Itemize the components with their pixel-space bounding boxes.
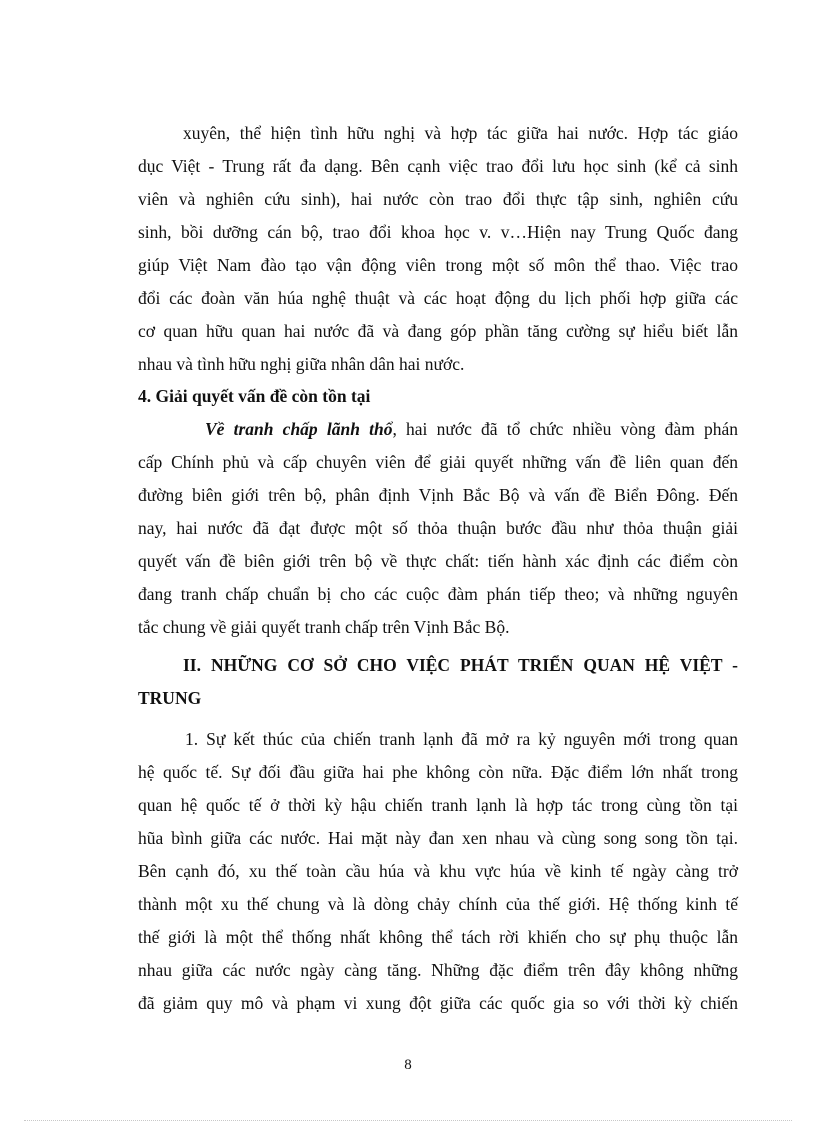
paragraph-line: xuyên, thể hiện tình hữu nghị và hợp tác giữa hai nước. Hợp tác giáo bbox=[183, 123, 738, 143]
paragraph-line: dục Việt - Trung rất đa dạng. Bên cạnh việc trao đổi lưu học sinh (kể cả sinh bbox=[138, 156, 738, 176]
page-number: 8 bbox=[404, 1057, 412, 1073]
paragraph-line: tắc chung về giải quyết tranh chấp trên Vịnh Bắc Bộ. bbox=[138, 617, 510, 637]
footer-divider bbox=[24, 1120, 792, 1121]
paragraph-first-line bbox=[205, 418, 738, 440]
paragraph-line: đường biên giới trên bộ, phân định Vịnh Bắc Bộ và vấn đề Biển Đông. Đến bbox=[138, 485, 738, 505]
paragraph-line: quyết vấn đề biên giới trên bộ về thực chất: tiến hành xác định các điểm còn bbox=[138, 551, 738, 571]
section-ii-heading-line-1: II. NHỮNG CƠ SỞ CHO VIỆC PHÁT TRIỂN QUAN HỆ VIỆT - bbox=[183, 655, 738, 675]
paragraph-line: cơ quan hữu quan hai nước đã và đang góp phần tăng cường sự hiểu biết lẫn bbox=[138, 321, 738, 341]
paragraph-line: quan hệ quốc tế ở thời kỳ hậu chiến tranh lạnh là hợp tác trong cùng tồn tại bbox=[138, 795, 738, 815]
paragraph-line: Bên cạnh đó, xu thế toàn cầu húa và khu vực húa về kinh tế ngày càng trở bbox=[138, 861, 738, 881]
paragraph-line: đổi các đoàn văn húa nghệ thuật và các hoạt động du lịch phối hợp giữa các bbox=[138, 288, 738, 308]
section-ii-heading-line-2: TRUNG bbox=[138, 688, 202, 708]
paragraph-line: cấp Chính phủ và cấp chuyên viên để giải quyết những vấn đề liên quan đến bbox=[138, 452, 738, 472]
paragraph-line: 1. Sự kết thúc của chiến tranh lạnh đã mở ra kỷ nguyên mới trong quan bbox=[185, 729, 738, 749]
paragraph-line: đã giảm quy mô và phạm vi xung đột giữa các quốc gia so với thời kỳ chiến bbox=[138, 993, 738, 1013]
section-heading: 4. Giải quyết vấn đề còn tồn tại bbox=[138, 386, 371, 406]
emphasis-lead: Về tranh chấp lãnh thổ bbox=[205, 419, 393, 439]
paragraph-line: thành một xu thế chung và là dòng chảy chính của thế giới. Hệ thống kinh tế bbox=[138, 894, 738, 914]
paragraph-line: viên và nghiên cứu sinh), hai nước còn trao đổi thực tập sinh, nghiên cứu bbox=[138, 189, 738, 209]
paragraph-line: đang tranh chấp chuẩn bị cho các cuộc đàm phán tiếp theo; và những nguyên bbox=[138, 584, 738, 604]
paragraph-line: nay, hai nước đã đạt được một số thỏa thuận bước đầu như thỏa thuận giải bbox=[138, 518, 738, 538]
paragraph-line: hệ quốc tế. Sự đối đầu giữa hai phe không còn nữa. Đặc điểm lớn nhất trong bbox=[138, 762, 738, 782]
paragraph-line: nhau giữa các nước ngày càng tăng. Những đặc điểm trên đây không những bbox=[138, 960, 738, 980]
first-line-rest: , hai nước đã tổ chức nhiều vòng đàm phán bbox=[392, 419, 739, 439]
paragraph-line: nhau và tình hữu nghị giữa nhân dân hai nước. bbox=[138, 354, 465, 374]
paragraph-line: sinh, bồi dưỡng cán bộ, trao đổi khoa học v. v…Hiện nay Trung Quốc đang bbox=[138, 222, 738, 242]
paragraph-line: giúp Việt Nam đào tạo vận động viên trong một số môn thể thao. Việc trao bbox=[138, 255, 738, 275]
paragraph-line: hũa bình giữa các nước. Hai mặt này đan xen nhau và cùng song song tồn tại. bbox=[138, 828, 738, 848]
paragraph-line: thế giới là một thể thống nhất không thể tách rời khiến cho sự phụ thuộc lẫn bbox=[138, 927, 738, 947]
